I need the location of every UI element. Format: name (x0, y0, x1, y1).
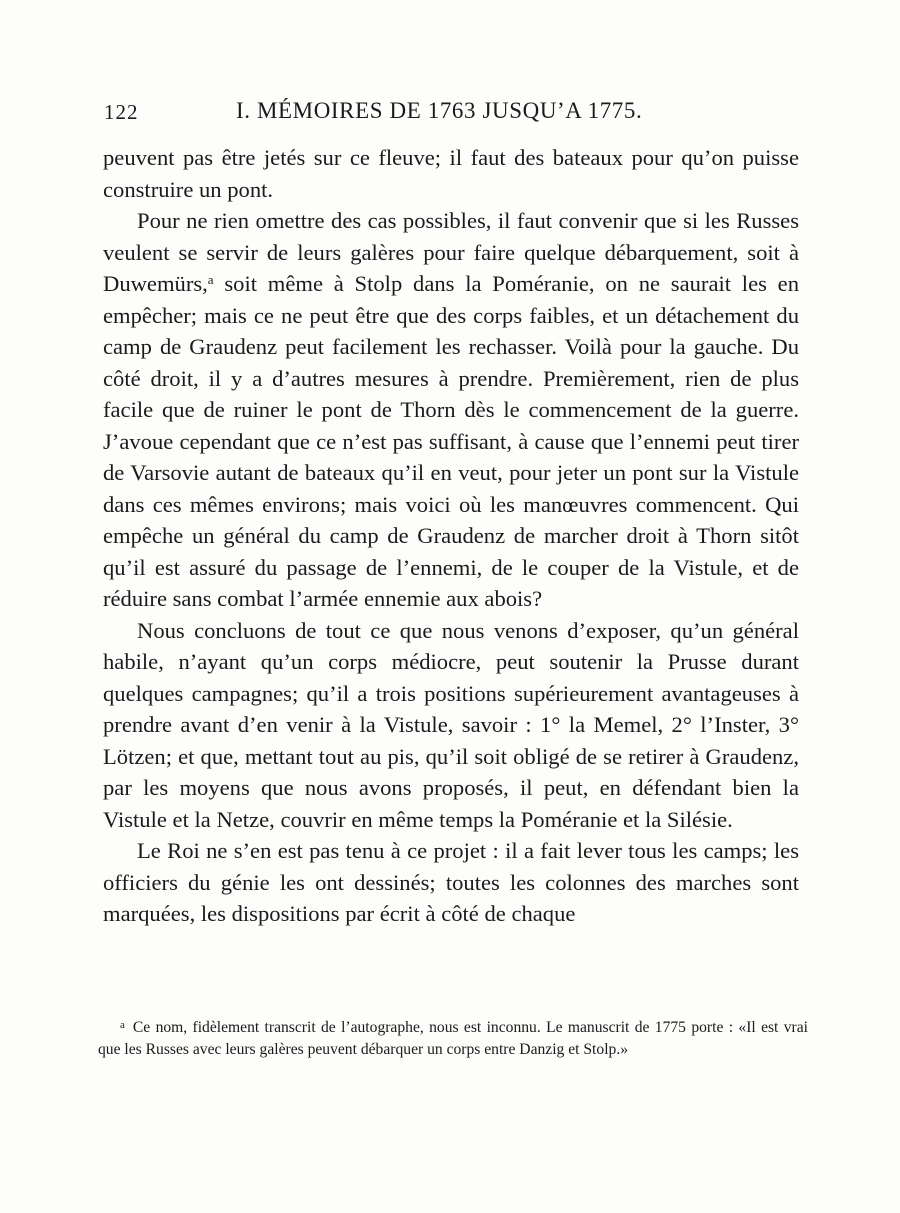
page-number: 122 (104, 100, 139, 124)
paragraph (103, 205, 799, 615)
paragraph-text: Pour ne rien omettre des cas possibles, il faut convenir que si les Russes veulent se servir de leurs galères pour faire quelque débarquement, soit à Duwemürs, (103, 208, 799, 296)
paragraph: Nous concluons de tout ce que nous venons d’exposer, qu’un général habile, n’ayant qu’un corps médiocre, peut soutenir la Prusse durant quelques campagnes; qu’il a trois positions supérieurement avantageuses à prendre avant d’en venir à la Vistule, savoir : 1° la Memel, 2° l’Inster, 3° Lötzen; et que, mettant tout au pis, qu’il soit obligé de se retirer à Graudenz, par les moyens que nous avons proposés, il peut, en défendant bien la Vistule et la Netze, couvrir en même temps la Poméranie et la Silésie. (103, 617, 799, 832)
footnote (98, 1014, 808, 1061)
paragraph-continuation: peuvent pas être jetés sur ce fleuve; il faut des bateaux pour qu’on puisse construire un pont. (103, 145, 799, 202)
footnote-text: Ce nom, fidèlement transcrit de l’autographe, nous est inconnu. Le manuscrit de 1775 porte : «Il est vrai que les Russes avec leurs galères peuvent débarquer un corps entre Danzig et Stolp.» (98, 1019, 808, 1058)
page-header (104, 98, 804, 128)
main-text (103, 142, 799, 930)
footnote-reference: a (207, 272, 214, 287)
paragraph-text: soit même à Stolp dans la Poméranie, on ne saurait les en empêcher; mais ce ne peut être que des corps faibles, et un détachement du camp de Graudenz peut facilement les rechasser. Voilà pour la gauche. Du côté droit, il y a d’autres mesures à prendre. Premièrement, rien de plus facile que de ruiner le pont de Thorn dès le commencement de la guerre. J’avoue cependant que ce n’est pas suffisant, à cause que l’ennemi peut tirer de Varsovie autant de bateaux qu’il en veut, pour jeter un pont sur la Vistule dans ces mêmes environs; mais voici où les manœuvres commencent. Qui empêche un général du camp de Graudenz de marcher droit à Thorn sitôt qu’il est assuré du passage de l’ennemi, de le couper de la Vistule, et de réduire sans combat l’armée ennemie aux abois? (103, 271, 799, 611)
running-title: I. MÉMOIRES DE 1763 JUSQU’A 1775. (236, 98, 643, 123)
footnote-marker: a (120, 1019, 125, 1031)
paragraph: Le Roi ne s’en est pas tenu à ce projet : il a fait lever tous les camps; les officiers du génie les ont dessinés; toutes les colonnes des marches sont marquées, les dispositions par écrit à côté de chaque (103, 838, 799, 926)
